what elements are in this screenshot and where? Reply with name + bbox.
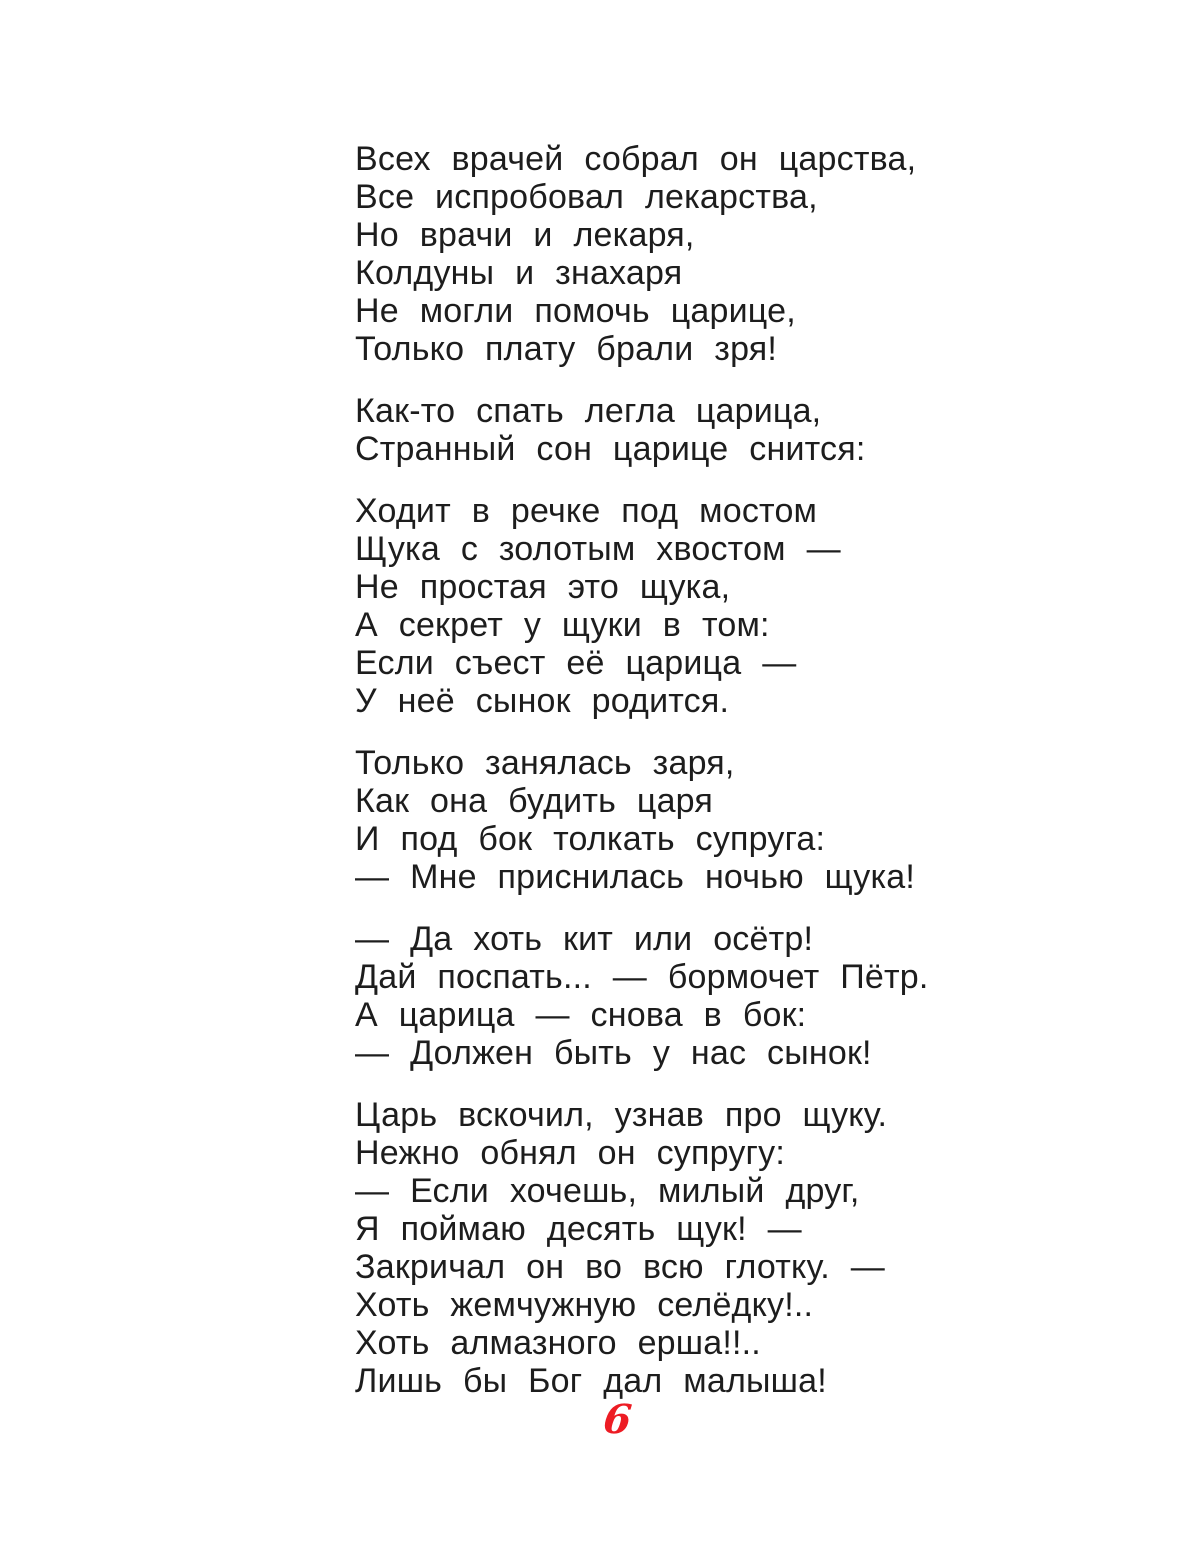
poem-line: Лишь бы Бог дал малыша! bbox=[355, 1362, 827, 1400]
poem-stanza bbox=[355, 1096, 928, 1400]
poem-line: Хоть жемчужную селёдку!.. bbox=[355, 1286, 814, 1324]
poem-line: Странный сон царице снится: bbox=[355, 430, 866, 468]
poem-line: Всех врачей собрал он царства, bbox=[355, 140, 917, 178]
page-number: 6 bbox=[601, 1396, 634, 1443]
poem-line: Как-то спать легла царица, bbox=[355, 392, 822, 430]
poem-line: Не могли помочь царице, bbox=[355, 292, 796, 330]
poem-line: Закричал он во всю глотку. — bbox=[355, 1248, 885, 1286]
poem-line: А царица — снова в бок: bbox=[355, 996, 807, 1034]
poem-line: — Должен быть у нас сынок! bbox=[355, 1034, 872, 1072]
poem-stanza bbox=[355, 744, 928, 896]
poem-line: — Мне приснилась ночью щука! bbox=[355, 858, 916, 896]
poem-line: Дай поспать... — бормочет Пётр. bbox=[355, 958, 929, 996]
poem-line: Только плату брали зря! bbox=[355, 330, 778, 368]
poem-stanza bbox=[355, 492, 928, 720]
poem-line: Царь вскочил, узнав про щуку. bbox=[355, 1096, 888, 1134]
poem-line: Я поймаю десять щук! — bbox=[355, 1210, 802, 1248]
poem-line: — Да хоть кит или осётр! bbox=[355, 920, 814, 958]
poem-line: Ходит в речке под мостом bbox=[355, 492, 818, 530]
poem-line: — Если хочешь, милый друг, bbox=[355, 1172, 860, 1210]
poem-line: Если съест её царица — bbox=[355, 644, 797, 682]
poem-line: Все испробовал лекарства, bbox=[355, 178, 818, 216]
poem-line: Но врачи и лекаря, bbox=[355, 216, 695, 254]
poem-text-block bbox=[355, 140, 928, 1400]
poem-stanza bbox=[355, 920, 928, 1072]
poem-line: Колдуны и знахаря bbox=[355, 254, 683, 292]
poem-line: Как она будить царя bbox=[355, 782, 714, 820]
poem-line: А секрет у щуки в том: bbox=[355, 606, 770, 644]
poem-line: Нежно обнял он супругу: bbox=[355, 1134, 785, 1172]
poem-line: Хоть алмазного ерша!!.. bbox=[355, 1324, 761, 1362]
poem-stanza bbox=[355, 140, 928, 368]
poem-stanza bbox=[355, 392, 928, 468]
poem-line: У неё сынок родится. bbox=[355, 682, 730, 720]
poem-line: Не простая это щука, bbox=[355, 568, 731, 606]
poem-line: И под бок толкать супруга: bbox=[355, 820, 826, 858]
poem-line: Только занялась заря, bbox=[355, 744, 735, 782]
poem-line: Щука с золотым хвостом — bbox=[355, 530, 841, 568]
